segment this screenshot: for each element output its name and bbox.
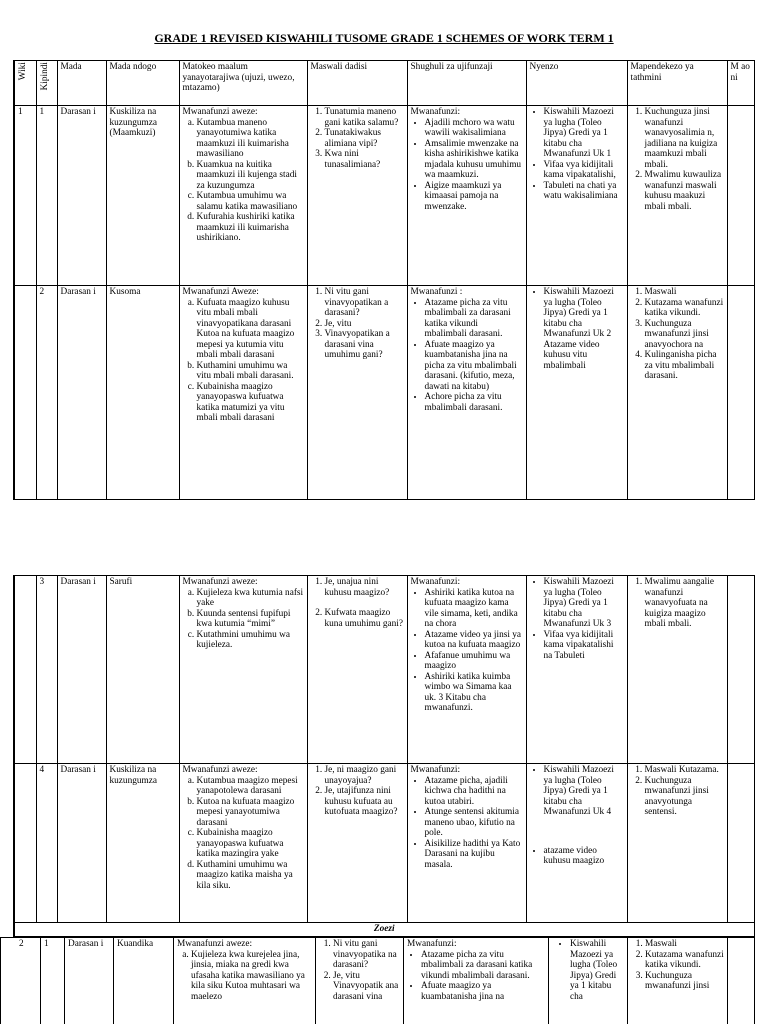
list-item: • Atunge sentensi akitumia maneno ubao, kifutio na pole. (425, 807, 523, 839)
cell-matokeo: Mwanafunzi aweze: a. Kutambua maneno yanayotumiwa katika maamkuzi ili kuimarisha mawasiliano b. Kuamkua na kuitika maamkuzi ili kujenga stadi za kuzungumza c. Kutambua umuhimu wa salamu katika mawasiliano d. Kufurahia kushiriki katika maamkuzi ili kuimarisha ushirikiano. (179, 106, 307, 286)
list-item: • Vifaa vya kidijitali kama vipakatalishi, (544, 160, 624, 181)
cell-maoni (727, 106, 754, 286)
cell-mapendekezo (627, 106, 727, 286)
cell-mada: Darasan i (57, 286, 106, 500)
list-item: 1. Tunatumia maneno gani katika salamu? (325, 107, 404, 128)
list-item: 2. Je, vitu Vinavyopatik ana darasani vina (333, 971, 400, 1003)
list-item: • Ashiriki katika kutoa na kufuata maagizo kama vile simama, keti, andika na chora (425, 588, 523, 630)
cell-maswali (307, 106, 407, 286)
list-item: 1. Je, unajua nini kuhusu maagizo? (325, 577, 404, 598)
document-title: GRADE 1 REVISED KISWAHILI TUSOME GRADE 1 SCHEMES OF WORK TERM 1 (154, 31, 614, 45)
list-item: 2. Je, vitu (325, 319, 404, 330)
header-mada-ndogo: Mada ndogo (106, 61, 179, 106)
list-item: d. Kufurahia kushiriki katika maamkuzi ili kuimarisha ushirikiano. (197, 212, 304, 244)
list-item: 1. Maswali (645, 287, 724, 298)
cell-mada: Darasan i (57, 576, 106, 764)
cell-maoni (727, 764, 754, 923)
list-item: • Kiswahili Mazoezi ya lugha (Toleo Jipya) Gredi ya 1 kitabu cha Mwanafunzi Uk 3 (544, 577, 624, 630)
list-item: • Achore picha za vitu mbalimbali darasani. (425, 392, 523, 413)
list-item: • Kiswahili Mazoezi ya lugha (Toleo Jipya) Gredi ya 1 kitabu cha Mwanafunzi Uk 1 (544, 107, 624, 160)
cell-wiki (14, 286, 36, 500)
cell-mada-ndogo: Kuskiliza na kuzungumza (106, 764, 179, 923)
list-item: • Atazame video ya jinsi ya kutoa na kufuata maagizo (425, 630, 523, 651)
list-item: • Kiswahili Mazoezi ya lugha (Toleo Jipya) Gredi ya 1 kitabu cha Mwanafunzi Uk 4 (544, 765, 624, 818)
header-maswali: Maswali dadisi (307, 61, 407, 106)
cell-nyenzo (526, 106, 627, 286)
list-item: a. Kujieleza kwa kutumia nafsi yake (197, 588, 304, 609)
cell-mapendekezo (627, 764, 727, 923)
header-mapendekezo: Mapendekezo ya tathmini (627, 61, 727, 106)
cell-nyenzo (549, 938, 628, 1024)
scheme-table-1 (13, 60, 755, 500)
list-item: a. Kutambua maagizo mepesi yanapotolewa darasani (197, 776, 304, 797)
list-item: 2. Kuchunguza mwanafunzi jinsi anavyotunga sentensi. (645, 776, 724, 818)
list-item: b. Kuthamini umuhimu wa vitu mbali mbali darasani. (197, 361, 304, 382)
list-item: 3. Vinavyopatikan a darasani vina umuhimu gani? (325, 329, 404, 361)
cell-kipindi: 4 (36, 764, 57, 923)
zoezi-label: Zoezi (14, 923, 754, 937)
list-item: 1. Mwalimu aangalie wanafunzi wanavyofuata na kuigiza maagizo mbali mbali. (645, 577, 724, 630)
list-item: 4. Kulinganisha picha za vitu mbalimbali darasani. (645, 350, 724, 382)
list-item: • Atazame picha za vitu mbalimbali za darasani katika vikundi mbalimbali darasani. (425, 298, 523, 340)
list-item: • Tabuleti na chati ya watu wakisalimiana (544, 181, 624, 202)
cell-mada: Darasan i (57, 764, 106, 923)
cell-maswali (307, 576, 407, 764)
table-row (14, 286, 754, 500)
list-item: • Afuate maagizo ya kuambatanisha jina na (421, 981, 545, 1002)
cell-mada: Darasan i (57, 106, 106, 286)
cell-matokeo: Mwanafunzi Aweze: a. Kufuata maagizo kuhusu vitu mbali mbali vinavyopatikana darasani Kutoa na kufuata maagizo mepesi ya kutumia vitu mbali mbali darasani b. Kuthamini umuhimu wa vitu mbali mbali darasani. c. Kubainisha maagizo yanayopaswa kufuatwa katika matumizi ya vitu mbali mbali darasani (179, 286, 307, 500)
list-item: d. Kuthamini umuhimu wa maagizo katika maisha ya kila siku. (197, 860, 304, 892)
cell-nyenzo (526, 286, 627, 500)
list-item: 2. Kutazama wanafunzi katika vikundi. (645, 950, 724, 971)
cell-mada-ndogo: Kuandika (114, 938, 174, 1024)
cell-mapendekezo (627, 286, 727, 500)
header-row (14, 61, 754, 106)
list-item: • Aigize maamkuzi ya kimaasai pamoja na mwenzake. (425, 181, 523, 213)
cell-mapendekezo (628, 938, 728, 1024)
list-item: • Vifaa vya kidijitali kama vipakatalishi na Tabuleti (544, 630, 624, 662)
cell-mada-ndogo: Kuskiliza na kuzungumza (Maamkuzi) (106, 106, 179, 286)
cell-kipindi: 2 (36, 286, 57, 500)
cell-wiki (14, 576, 36, 764)
list-item: b. Kuunda sentensi fupifupi kwa kutumia “mimi” (197, 609, 304, 630)
list-item: 1. Maswali (645, 939, 724, 950)
header-kipindi: Kipindi (36, 61, 57, 106)
list-item: a. Kujieleza kwa kurejelea jina, jinsia, miaka na gredi kwa ufasaha katika mawasiliano ya kila siku Kutoa muhtasari wa maelezo (191, 950, 312, 1003)
zoezi-row (14, 923, 754, 937)
list-item: c. Kubainisha maagizo yanayopaswa kufuatwa katika mazingira yake (197, 828, 304, 860)
list-item: 2. Kufwata maagizo kuna umuhimu gani? (325, 608, 404, 629)
cell-nyenzo (526, 576, 627, 764)
list-item: • Atazame picha za vitu mbalimbali za darasani katika vikundi mbalimbali darasani. (421, 950, 545, 982)
list-item: 3. Kuchunguza mwanafunzi jinsi (645, 971, 724, 992)
list-item: b. Kuamkua na kuitika maamkuzi ili kujenga stadi za kuzungumza (197, 160, 304, 192)
cell-shughuli: Mwanafunzi : • Atazame picha za vitu mbalimbali za darasani katika vikundi mbalimbali darasani. • Afuate maagizo ya kuambatanisha jina na picha za vitu mbalimbali darasani. (kifutio, meza, dawati na kitabu) • Achore picha za vitu mbalimbali darasani. (407, 286, 526, 500)
header-nyenzo: Nyenzo (526, 61, 627, 106)
cell-kipindi: 3 (36, 576, 57, 764)
list-item: 2. Tunatakiwakus alimiana vipi? (325, 128, 404, 149)
list-item: a. Kutambua maneno yanayotumiwa katika maamkuzi ili kuimarisha mawasiliano (197, 118, 304, 160)
list-item: a. Kufuata maagizo kuhusu vitu mbali mbali vinavyopatikana darasani Kutoa na kufuata maagizo mepesi ya kutumia vitu mbali mbali darasani (197, 298, 304, 361)
list-item: • Afafanue umuhimu wa maagizo (425, 651, 523, 672)
cell-kipindi: 1 (36, 106, 57, 286)
cell-maoni (728, 938, 755, 1024)
table-row (14, 106, 754, 286)
list-item: • Kiswahili Mazoezi ya lugha (Toleo Jipya) Gredi ya 1 kitabu cha (570, 939, 624, 1002)
list-item: • Ajadili mchoro wa watu wawili wakisalimiana (425, 118, 523, 139)
list-item: 3. Kuchunguza mwanafunzi jinsi anavyochora na (645, 319, 724, 351)
cell-wiki: 1 (14, 106, 36, 286)
cell-shughuli: Mwanafunzi: • Atazame picha, ajadili kichwa cha hadithi na kutoa utabiri. • Atunge sentensi akitumia maneno ubao, kifutio na pole. • Aisikilize hadithi ya Kato Darasani na kujibu masala. (407, 764, 526, 923)
list-item: c. Kutambua umuhimu wa salamu katika mawasiliano (197, 191, 304, 212)
cell-matokeo: Mwanafunzi aweze: a. Kutambua maagizo mepesi yanapotolewa darasani b. Kutoa na kufuata maagizo mepesi yanayotumiwa darasani c. Kubainisha maagizo yanayopaswa kufuatwa katika mazingira yake d. Kuthamini umuhimu wa maagizo katika maisha ya kila siku. (179, 764, 307, 923)
cell-maoni (727, 576, 754, 764)
header-wiki: Wiki (14, 61, 36, 106)
cell-mada-ndogo: Sarufi (106, 576, 179, 764)
list-item: • Kiswahili Mazoezi ya lugha (Toleo Jipya) Gredi ya 1 kitabu cha Mwanafunzi Uk 2 (544, 287, 624, 340)
list-item: • Afuate maagizo ya kuambatanisha jina na picha za vitu mbalimbali darasani. (kifutio, meza, dawati na kitabu) (425, 340, 523, 393)
table-row (1, 938, 755, 1024)
list-item: 1. Maswali Kutazama. (645, 765, 724, 776)
header-shughuli: Shughuli za ujifunzaji (407, 61, 526, 106)
list-item: • Amsalimie mwenzake na kisha ashirikishwe katika mjadala kuhusu umuhimu wa maamkuzi. (425, 139, 523, 181)
cell-matokeo: Mwanafunzi aweze: a. Kujieleza kwa kutumia nafsi yake b. Kuunda sentensi fupifupi kwa kutumia “mimi” c. Kutathmini umuhimu wa kujieleza. (179, 576, 307, 764)
cell-nyenzo (526, 764, 627, 923)
cell-shughuli: Mwanafunzi: • Atazame picha za vitu mbalimbali za darasani katika vikundi mbalimbali darasani. • Afuate maagizo ya kuambatanisha jina na (404, 938, 549, 1024)
cell-kipindi: 1 (41, 938, 65, 1024)
list-item: c. Kutathmini umuhimu wa kujieleza. (197, 630, 304, 651)
cell-shughuli: Mwanafunzi: • Ajadili mchoro wa watu wawili wakisalimiana • Amsalimie mwenzake na kisha ashirikishwe katika mjadala kuhusu umuhimu wa maamkuzi. • Aigize maamkuzi ya kimaasai pamoja na mwenzake. (407, 106, 526, 286)
list-item: 2. Kutazama wanafunzi katika vikundi. (645, 298, 724, 319)
cell-mada: Darasan i (65, 938, 114, 1024)
list-item: 1. Je, ni maagizo gani unayoyajua? (325, 765, 404, 786)
list-item: • Ashiriki katika kuimba wimbo wa Simama kaa uk. 3 Kitabu cha mwanafunzi. (425, 672, 523, 714)
header-mada: Mada (57, 61, 106, 106)
cell-matokeo: Mwanafunzi aweze: a. Kujieleza kwa kurejelea jina, jinsia, miaka na gredi kwa ufasaha katika mawasiliano ya kila siku Kutoa muhtasari wa maelezo (174, 938, 316, 1024)
list-item: 1. Ni vitu gani vinavyopatikan a darasani? (325, 287, 404, 319)
header-maoni: M ao ni (727, 61, 754, 106)
list-item: b. Kutoa na kufuata maagizo mepesi yanayotumiwa darasani (197, 797, 304, 829)
table-row (14, 764, 754, 923)
list-item: 2. Mwalimu kuwauliza wanafunzi maswali kuhusu maakuzi mbali mbali. (645, 170, 724, 212)
table-row (14, 576, 754, 764)
scheme-table-3 (0, 937, 755, 1024)
cell-wiki: 2 (1, 938, 41, 1024)
list-item: • Atazame picha, ajadili kichwa cha hadithi na kutoa utabiri. (425, 776, 523, 808)
cell-mapendekezo (627, 576, 727, 764)
list-item: • Aisikilize hadithi ya Kato Darasani na kujibu masala. (425, 839, 523, 871)
cell-shughuli: Mwanafunzi: • Ashiriki katika kutoa na kufuata maagizo kama vile simama, keti, andika na chora • Atazame video ya jinsi ya kutoa na kufuata maagizo • Afafanue umuhimu wa maagizo • Ashiriki katika kuimba wimbo wa Simama kaa uk. 3 Kitabu cha mwanafunzi. (407, 576, 526, 764)
scheme-table-2 (13, 575, 755, 937)
list-item: c. Kubainisha maagizo yanayopaswa kufuatwa katika matumizi ya vitu mbali mbali darasani (197, 382, 304, 424)
cell-maswali (307, 286, 407, 500)
cell-mada-ndogo: Kusoma (106, 286, 179, 500)
cell-maoni (727, 286, 754, 500)
cell-maswali (316, 938, 404, 1024)
list-item: 1. Kuchunguza jinsi wanafunzi wanavyosalimia n, jadiliana na kuigiza maamkuzi mbali mbali. (645, 107, 724, 170)
cell-wiki (14, 764, 36, 923)
list-item: 3. Kwa nini tunasalimiana? (325, 149, 404, 170)
list-item: 2. Je, utajifunza nini kuhusu kufuata au kutofuata maagizo? (325, 786, 404, 818)
cell-maswali (307, 764, 407, 923)
list-item: 1. Ni vitu gani vinavyopatika na darasani? (333, 939, 400, 971)
list-item: • atazame video kuhusu maagizo (544, 846, 624, 867)
nyenzo-note: Atazame video kuhusu vitu mbalimbali (543, 339, 600, 371)
header-matokeo: Matokeo maalum yanayotarajiwa (ujuzi, uwezo, mtazamo) (179, 61, 307, 106)
